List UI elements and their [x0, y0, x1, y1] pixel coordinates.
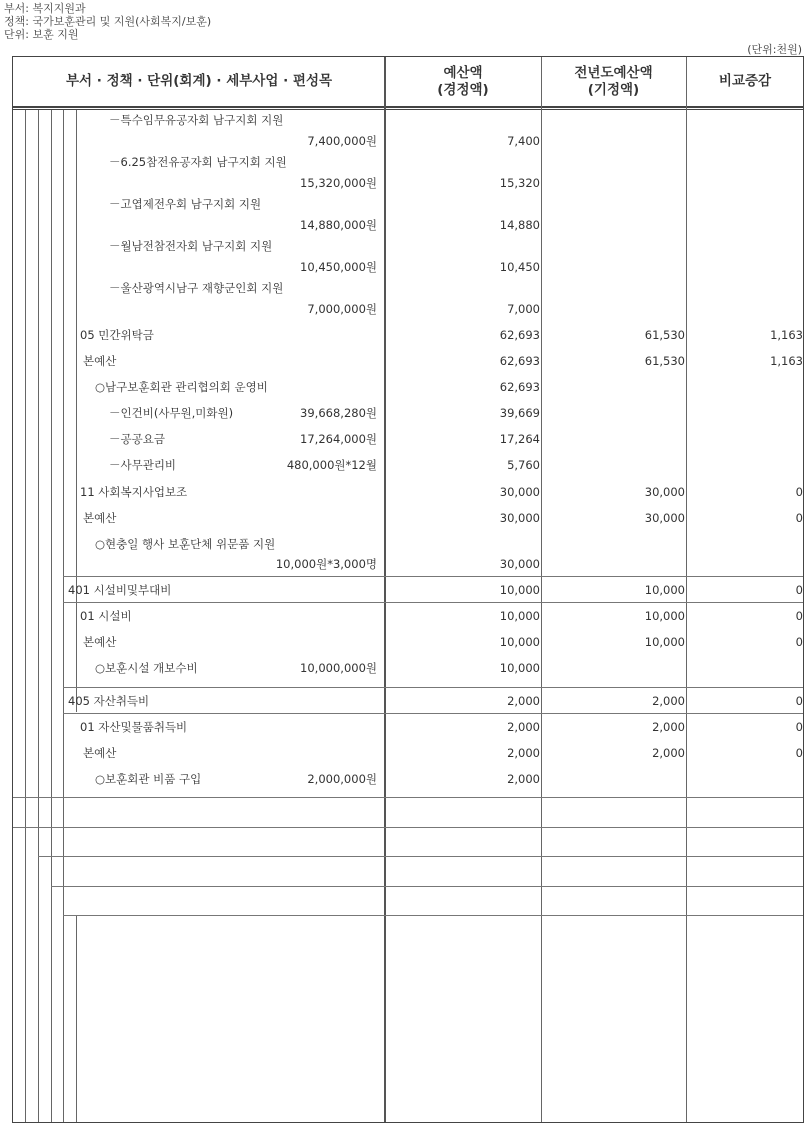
column-header-budget-line1: 예산액 [443, 64, 483, 81]
row-label: ○보훈시설 개보수비 [95, 661, 198, 675]
row-budget: 15,320 [499, 176, 540, 190]
row-label: 본예산 [83, 354, 117, 368]
row-calc: 480,000원*12월 [286, 458, 377, 472]
row-label: －울산광역시남구 재향군인회 지원 [109, 281, 284, 295]
row-diff: 0 [795, 635, 803, 649]
row-label: 05 민간위탁금 [80, 328, 154, 342]
row-label: 본예산 [83, 746, 117, 760]
col-divider-3 [686, 57, 687, 1122]
column-header-budget [385, 57, 541, 106]
nest-line-2 [38, 110, 39, 1122]
row-label: －공공요금 [109, 432, 165, 446]
row-diff: 0 [795, 609, 803, 623]
row-diff: 0 [795, 485, 803, 499]
column-header-budget-line2: (경정액) [437, 81, 489, 98]
empty-line-1 [13, 827, 803, 828]
row-prev: 2,000 [652, 720, 685, 734]
money-unit-label: (단위:천원) [747, 43, 802, 56]
section-line-405b [63, 713, 803, 714]
row-budget: 30,000 [499, 557, 540, 571]
empty-line-3 [51, 886, 803, 887]
row-diff: 0 [795, 720, 803, 734]
row-budget: 30,000 [499, 485, 540, 499]
header-divider [13, 106, 803, 108]
column-header-item [13, 57, 385, 106]
row-prev: 30,000 [644, 511, 685, 525]
nest-line-5 [76, 110, 77, 712]
row-calc: 39,668,280원 [300, 406, 377, 420]
row-diff: 0 [795, 583, 803, 597]
budget-table [12, 56, 804, 1123]
header-policy: 정책: 국가보훈관리 및 지원(사회복지/보훈) [4, 15, 212, 28]
row-budget: 62,693 [499, 328, 540, 342]
row-label: －고엽제전우회 남구지회 지원 [109, 197, 262, 211]
row-calc: 15,320,000원 [300, 176, 377, 190]
nest-line-6 [76, 916, 77, 1122]
row-diff: 0 [795, 511, 803, 525]
section-line-401b [63, 602, 803, 603]
row-label: ○현충일 행사 보훈단체 위문품 지원 [95, 537, 276, 551]
row-diff: 0 [795, 694, 803, 708]
row-budget: 39,669 [499, 406, 540, 420]
row-calc: 2,000,000원 [307, 772, 377, 786]
nest-line-4 [63, 110, 64, 1122]
row-budget: 17,264 [499, 432, 540, 446]
col-divider-1 [384, 57, 386, 1122]
column-header-prev-line2: (기정액) [587, 81, 640, 98]
row-budget: 7,400 [507, 134, 540, 148]
row-label: 01 시설비 [80, 609, 132, 623]
row-budget: 7,000 [507, 302, 540, 316]
row-prev: 2,000 [652, 694, 685, 708]
row-prev: 10,000 [644, 609, 685, 623]
row-budget: 30,000 [499, 511, 540, 525]
row-prev: 61,530 [644, 354, 685, 368]
nest-line-1 [25, 110, 26, 1122]
row-calc: 10,000원*3,000명 [275, 557, 377, 571]
row-budget: 14,880 [499, 218, 540, 232]
row-prev: 30,000 [644, 485, 685, 499]
row-calc: 7,400,000원 [307, 134, 377, 148]
col-divider-2 [541, 57, 542, 1122]
row-calc: 14,880,000원 [300, 218, 377, 232]
row-budget: 10,000 [499, 609, 540, 623]
section-close-line [13, 797, 803, 798]
nest-line-3 [51, 110, 52, 1122]
header-unit: 단위: 보훈 지원 [4, 28, 79, 41]
row-label: ○남구보훈회관 관리협의회 운영비 [95, 380, 268, 394]
row-budget: 5,760 [507, 458, 540, 472]
header-dept: 부서: 복지지원과 [4, 2, 86, 15]
row-budget: 2,000 [507, 694, 540, 708]
row-label: 401 시설비및부대비 [68, 583, 172, 597]
row-budget: 62,693 [499, 380, 540, 394]
row-calc: 10,450,000원 [300, 260, 377, 274]
row-label: －6.25참전유공자회 남구지회 지원 [109, 155, 287, 169]
row-diff: 1,163 [770, 328, 803, 342]
row-label: －사무관리비 [109, 458, 177, 472]
row-budget: 10,450 [499, 260, 540, 274]
row-calc: 17,264,000원 [300, 432, 377, 446]
row-diff: 1,163 [770, 354, 803, 368]
row-diff: 0 [795, 746, 803, 760]
empty-line-2 [38, 856, 803, 857]
row-label: 11 사회복지사업보조 [80, 485, 188, 499]
row-prev: 61,530 [644, 328, 685, 342]
section-line-401 [63, 576, 803, 577]
row-calc: 10,000,000원 [300, 661, 377, 675]
row-label: －월남전참전자회 남구지회 지원 [109, 239, 273, 253]
row-label: ○보훈회관 비품 구입 [95, 772, 202, 786]
column-header-diff [686, 57, 804, 106]
row-calc: 7,000,000원 [307, 302, 377, 316]
column-header-prev [541, 57, 686, 106]
row-label: －특수임무유공자회 남구지회 지원 [109, 113, 284, 127]
row-prev: 10,000 [644, 583, 685, 597]
column-header-prev-line1: 전년도예산액 [574, 64, 653, 81]
column-header-diff-label: 비교증감 [718, 73, 772, 89]
row-budget: 2,000 [507, 772, 540, 786]
row-label: 본예산 [83, 511, 117, 525]
column-header-item-label: 부서 · 정책 · 단위(회계) · 세부사업 · 편성목 [65, 73, 333, 89]
section-line-405 [63, 687, 803, 688]
row-prev: 2,000 [652, 746, 685, 760]
row-prev: 10,000 [644, 635, 685, 649]
row-label: 본예산 [83, 635, 117, 649]
row-budget: 2,000 [507, 720, 540, 734]
empty-line-4 [63, 915, 803, 916]
row-budget: 10,000 [499, 635, 540, 649]
row-label: －인건비(사무원,미화원) [109, 406, 234, 420]
row-budget: 62,693 [499, 354, 540, 368]
header-divider-2 [13, 109, 803, 110]
row-label: 405 자산취득비 [68, 694, 150, 708]
row-budget: 10,000 [499, 661, 540, 675]
row-budget: 10,000 [499, 583, 540, 597]
row-label: 01 자산및물품취득비 [80, 720, 188, 734]
row-budget: 2,000 [507, 746, 540, 760]
